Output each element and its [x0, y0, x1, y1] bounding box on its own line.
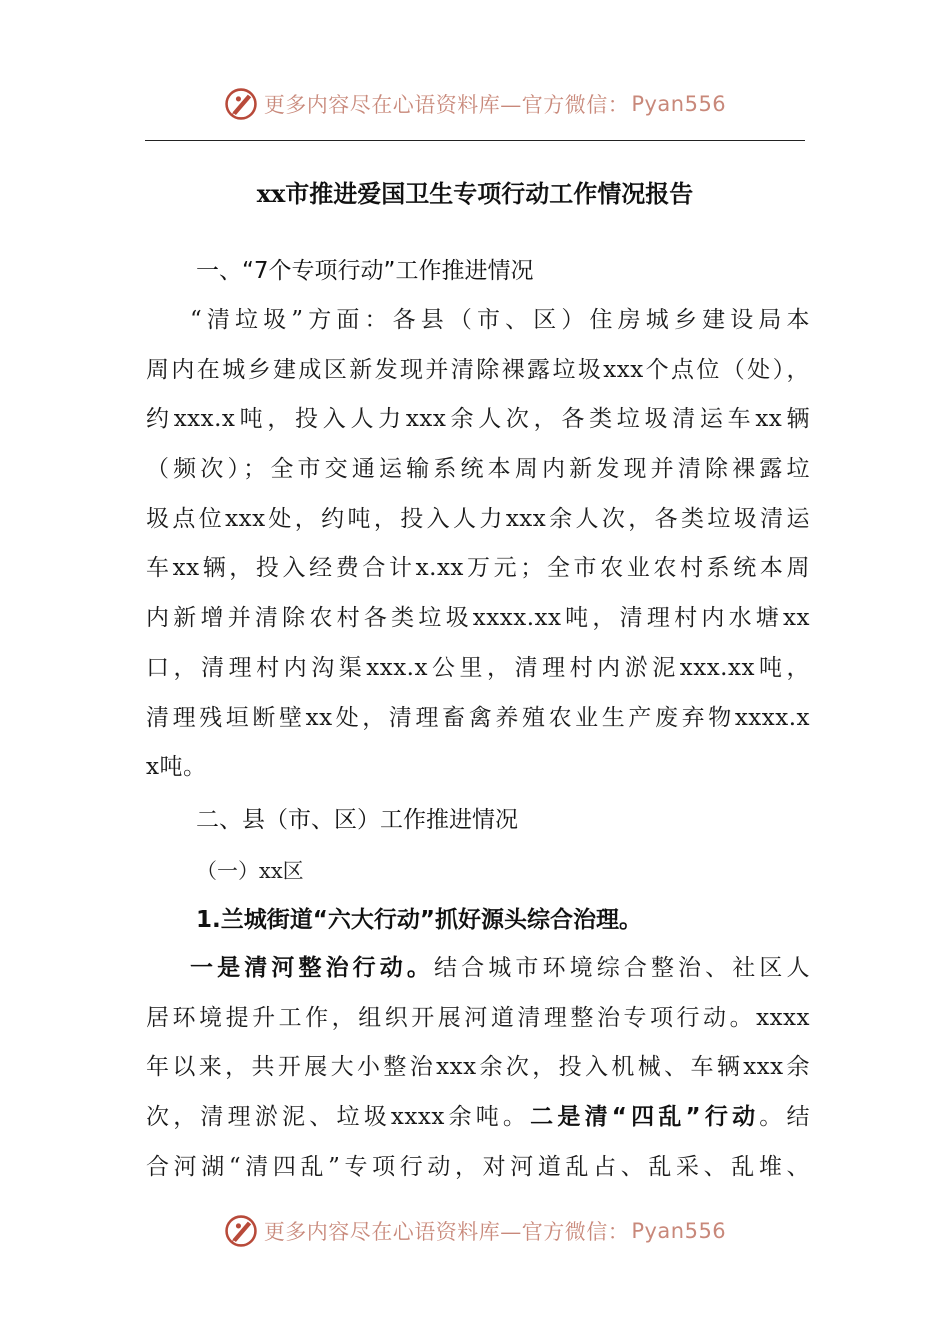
- subsection-heading: （一）xx区: [196, 859, 304, 883]
- banner-wechat-id: Pyan556: [631, 1219, 727, 1243]
- section2-paragraph: [146, 944, 810, 1192]
- bold-lead: 一是清河整治行动。: [190, 955, 435, 981]
- paragraph-line: 车xx辆，投入经费合计x.xx万元；全市农业农村系统本周: [146, 555, 810, 582]
- paragraph-line: x吨。: [146, 754, 207, 781]
- paragraph-line: 内新增并清除农村各类垃圾xxxx.xx吨，清理村内水塘xx: [146, 605, 810, 632]
- banner-text: 更多内容尽在心语资料库—官方微信：: [263, 1220, 630, 1244]
- paragraph-line: 圾点位xxx处，约吨，投入人力xxx余人次，各类垃圾清运: [146, 505, 810, 532]
- section1-paragraph: [146, 296, 810, 793]
- header-divider: [145, 140, 805, 141]
- paragraph-line: [146, 944, 810, 994]
- section2-heading: 二、县（市、区）工作推进情况: [196, 807, 518, 833]
- paragraph-line: 清理残垣断壁xx处，清理畜禽养殖农业生产废弃物xxxx.x: [146, 704, 810, 731]
- banner-wechat-id: Pyan556: [631, 92, 727, 116]
- section1-heading: 一、“7个专项行动”工作推进情况: [196, 258, 534, 284]
- bold-lead: 二是清“四乱”行动: [530, 1104, 760, 1131]
- paragraph-line: （频次）；全市交通运输系统本周内新发现并清除裸露垃: [146, 456, 810, 483]
- paragraph-line: 周内在城乡建成区新发现并清除裸露垃圾xxx个点位（处），: [146, 356, 810, 383]
- pen-logo-icon: [224, 1214, 258, 1248]
- paragraph-text: 。结: [759, 1104, 810, 1131]
- footer-banner: [0, 1211, 950, 1251]
- paragraph-line: “清垃圾”方面：各县（市、区）住房城乡建设局本: [190, 307, 810, 333]
- paragraph-text: 次，清理淤泥、垃圾xxxx余吨。: [146, 1104, 531, 1131]
- document-title: xx市推进爱国卫生专项行动工作情况报告: [256, 179, 694, 208]
- paragraph-line: 约xxx.x吨，投入人力xxx余人次，各类垃圾清运车xx辆: [146, 406, 810, 433]
- header-banner: [0, 84, 950, 124]
- paragraph-line: 合河湖“清四乱”专项行动，对河道乱占、乱采、乱堆、: [146, 1153, 810, 1180]
- banner-text: 更多内容尽在心语资料库—官方微信：: [263, 93, 630, 117]
- paragraph-line: 口，清理村内沟渠xxx.x公里，清理村内淤泥xxx.xx吨，: [146, 654, 810, 681]
- paragraph-line: [146, 1093, 810, 1143]
- paragraph-line: 年以来，共开展大小整治xxx余次，投入机械、车辆xxx余: [146, 1054, 810, 1081]
- paragraph-line: 居环境提升工作，组织开展河道清理整治专项行动。xxxx: [146, 1004, 810, 1031]
- paragraph-text: 结合城市环境综合整治、社区人: [434, 955, 810, 981]
- pen-logo-icon: [224, 87, 258, 121]
- item-heading: 1.兰城街道“六大行动”抓好源头综合治理。: [196, 907, 642, 933]
